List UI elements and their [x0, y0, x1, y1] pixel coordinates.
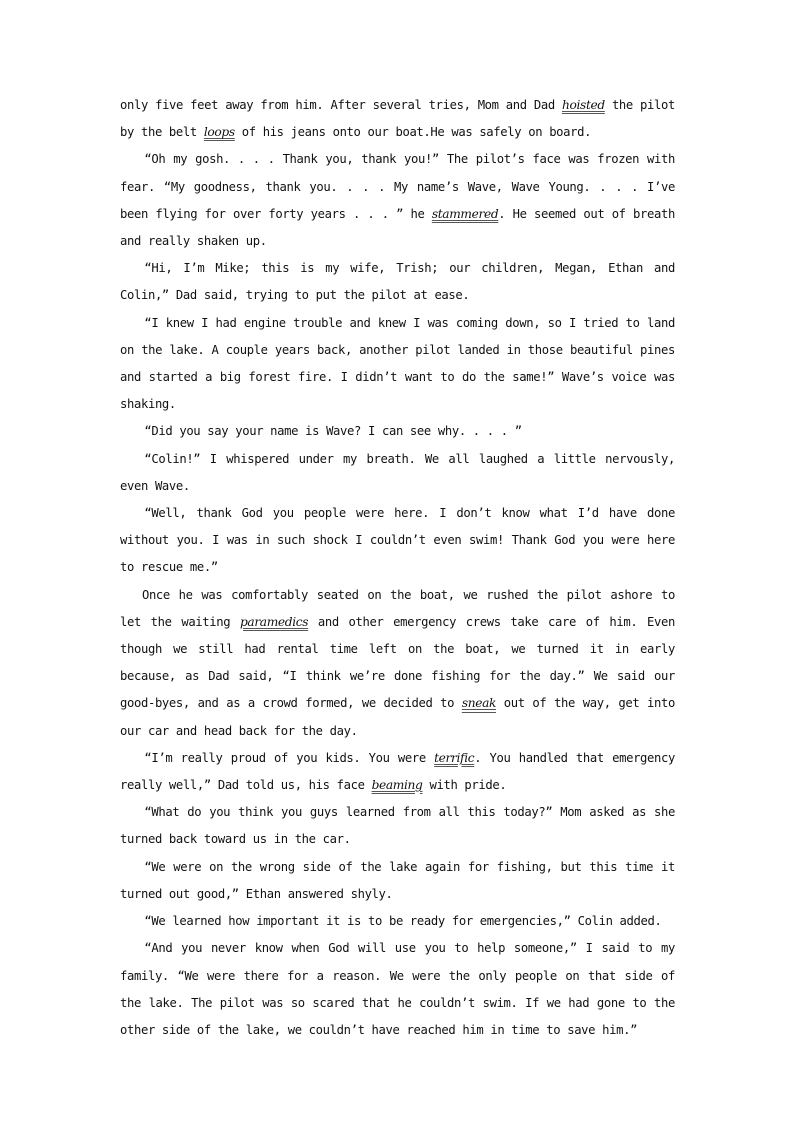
paragraph-text: out of the way, get into our car and head back for the day.	[120, 696, 675, 738]
paragraph-text: with pride.	[422, 778, 507, 793]
paragraph	[120, 745, 675, 799]
paragraph	[120, 418, 675, 445]
paragraph	[120, 935, 675, 1044]
vocabulary-word: paramedics	[239, 614, 309, 629]
paragraph-text: “We learned how important it is to be ready for emergencies,” Colin added.	[144, 914, 662, 929]
paragraph-text: “We were on the wrong side of the lake again for fishing, but this time it turned out good,” Ethan answered shyly.	[120, 859, 675, 901]
paragraph-text: the pilot by the belt	[120, 98, 675, 140]
paragraph	[120, 582, 675, 745]
document-body	[120, 92, 675, 1044]
vocabulary-word: stammered	[431, 206, 499, 221]
paragraph	[120, 446, 675, 500]
paragraph-text: . He seemed out of breath and really shaken up.	[120, 206, 675, 249]
paragraph-text: . You handled that emergency really well,” Dad told us, his face	[120, 750, 675, 793]
paragraph	[120, 500, 675, 582]
paragraph	[120, 854, 675, 908]
paragraph-text: “Colin!” I whispered under my breath. We all laughed a little nervously, even Wave.	[120, 451, 675, 493]
paragraph-text: “Oh my gosh. . . . Thank you, thank you!” The pilot’s face was frozen with fear. “My goodness, thank you. . . . My name’s Wave, Wave Young. . . . I’ve been flying for over forty years . . . ” he	[120, 152, 675, 221]
paragraph-text: “And you never know when God will use you to help someone,” I said to my family. “We were there for a reason. We were the only people on that side of the lake. The pilot was so scared that he couldn’t swim. If we had gone to the other side of the lake, we couldn’t have reached him in time to save him.”	[120, 941, 675, 1037]
vocabulary-word: terrific	[434, 750, 475, 765]
vocabulary-word: loops	[203, 125, 235, 140]
paragraph-text: “Well, thank God you people were here. I don’t know what I’d have done without you. I was in such shock I couldn’t even swim! Thank God you were here to rescue me.”	[120, 506, 675, 575]
paragraph	[120, 310, 675, 419]
vocabulary-word: sneak	[461, 696, 497, 711]
paragraph-text: only five feet away from him. After several tries, Mom and Dad	[120, 98, 562, 112]
paragraph	[120, 799, 675, 853]
paragraph-text: “Hi, I’m Mike; this is my wife, Trish; our children, Megan, Ethan and Colin,” Dad said, trying to put the pilot at ease.	[120, 261, 675, 303]
paragraph-text: of his jeans onto our boat.He was safely on board.	[234, 125, 592, 140]
paragraph-text: “What do you think you guys learned from all this today?” Mom asked as she turned back toward us in the car.	[120, 805, 675, 847]
paragraph	[120, 146, 675, 255]
paragraph	[120, 255, 675, 309]
paragraph-text: “Did you say your name is Wave? I can see why. . . . ”	[144, 424, 522, 439]
paragraph-text: “I’m really proud of you kids. You were	[144, 750, 435, 765]
paragraph	[120, 92, 675, 146]
paragraph-text: and other emergency crews take care of him. Even though we still had rental time left on the boat, we turned it in early because, as Dad said, “I think we’re done fishing for the day.” We said our good-byes, and as a crowd formed, we decided to	[120, 614, 675, 711]
paragraph-text: Once he was comfortably seated on the boat, we rushed the pilot ashore to let the waiting	[120, 587, 675, 629]
paragraph	[120, 908, 675, 935]
paragraph-text: “I knew I had engine trouble and knew I was coming down, so I tried to land on the lake. A couple years back, another pilot landed in those beautiful pines and started a big forest fire. I didn’t want to do the same!” Wave’s voice was shaking.	[120, 315, 675, 412]
vocabulary-word: hoisted	[562, 98, 605, 112]
vocabulary-word: beaming	[371, 778, 423, 793]
